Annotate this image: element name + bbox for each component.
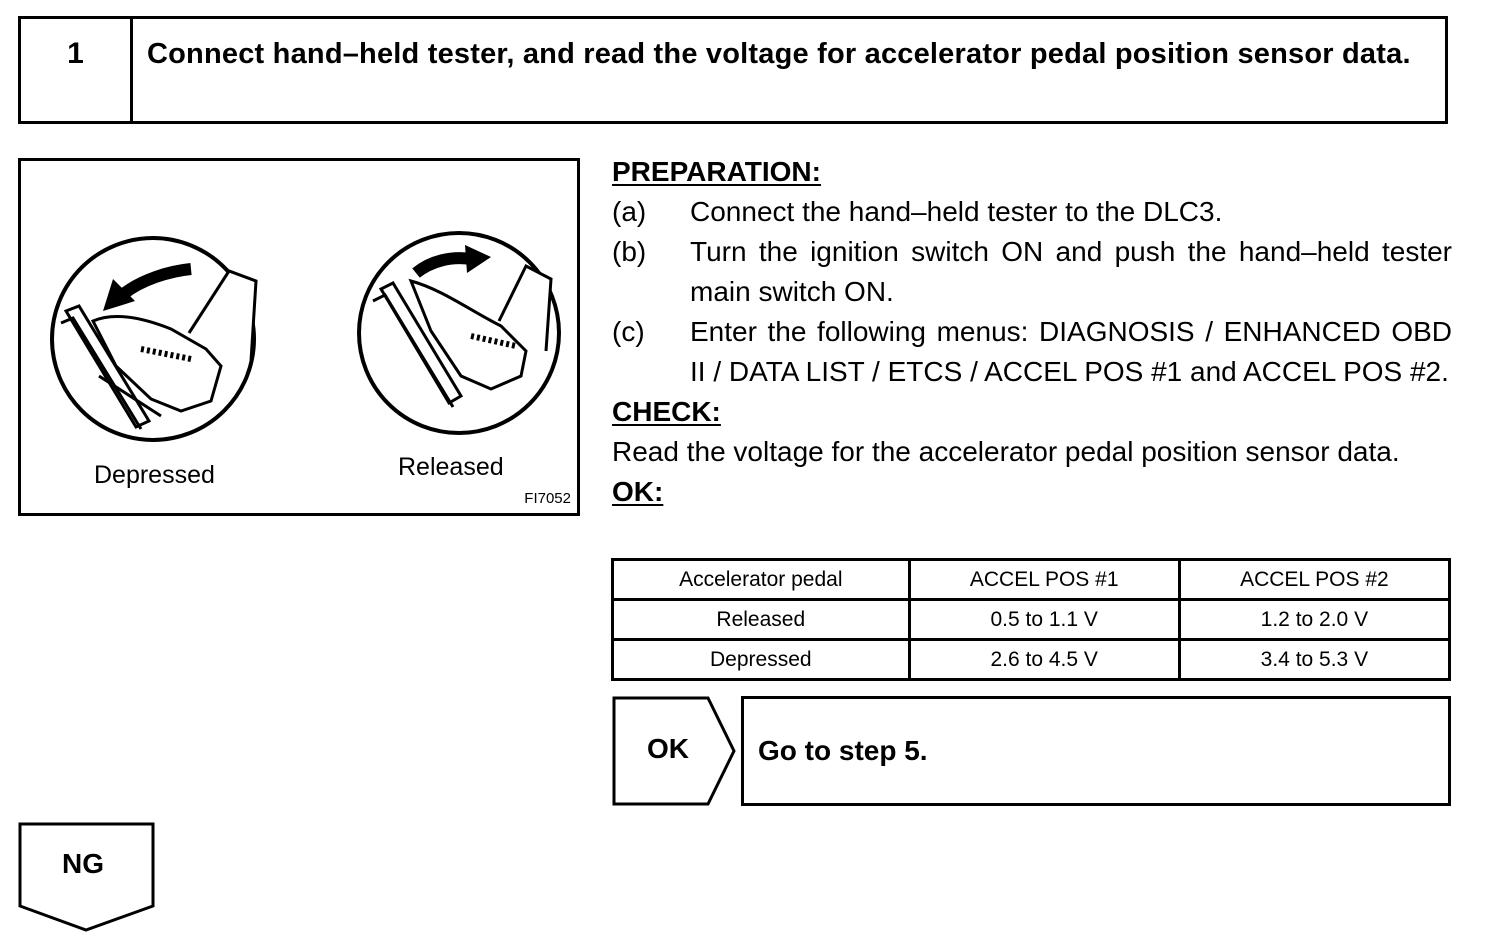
- ok-heading: OK:: [612, 476, 664, 507]
- check-text: Read the voltage for the accelerator pedal position sensor data.: [612, 436, 1400, 467]
- depressed-pedal-figure: [52, 238, 256, 440]
- preparation-item: [612, 192, 1452, 232]
- table-header: ACCEL POS #1: [909, 560, 1179, 600]
- step-header: [18, 16, 1448, 124]
- figure-code: FI7052: [524, 490, 571, 507]
- voltage-spec-table: [611, 558, 1451, 681]
- preparation-item: [612, 312, 1452, 392]
- released-pedal-figure: [359, 233, 559, 433]
- caption-released: Released: [398, 453, 504, 481]
- item-label: (c): [612, 316, 645, 347]
- table-row: [613, 640, 1450, 680]
- item-text: Turn the ignition switch ON and push the hand–held tester main switch ON.: [690, 236, 1452, 307]
- caption-depressed: Depressed: [94, 461, 215, 489]
- table-row: [613, 600, 1450, 640]
- step-title: Connect hand–held tester, and read the voltage for accelerator pedal position sensor data.: [147, 38, 1411, 70]
- table-header: Accelerator pedal: [613, 560, 910, 600]
- step-number: 1: [21, 19, 133, 121]
- table-cell: 0.5 to 1.1 V: [909, 600, 1179, 640]
- preparation-heading: PREPARATION:: [612, 156, 821, 187]
- ok-label: OK: [647, 733, 689, 764]
- preparation-item: [612, 232, 1452, 312]
- item-label: (b): [612, 236, 647, 267]
- table-cell: Depressed: [613, 640, 910, 680]
- table-cell: 3.4 to 5.3 V: [1179, 640, 1449, 680]
- ng-label: NG: [62, 848, 104, 879]
- item-text: Connect the hand–held tester to the DLC3.: [690, 196, 1223, 227]
- check-heading: CHECK:: [612, 396, 721, 427]
- table-cell: Released: [613, 600, 910, 640]
- table-cell: 1.2 to 2.0 V: [1179, 600, 1449, 640]
- procedure-column: [612, 152, 1452, 512]
- table-header: ACCEL POS #2: [1179, 560, 1449, 600]
- table-header-row: [613, 560, 1450, 600]
- ok-action-box: [741, 696, 1451, 806]
- ok-action-text: Go to step 5.: [758, 735, 928, 766]
- item-text: Enter the following menus: DIAGNOSIS / ENHANCED OBD II / DATA LIST / ETCS / ACCEL POS #1 and ACCEL POS #2.: [690, 316, 1452, 387]
- item-label: (a): [612, 196, 647, 227]
- table-cell: 2.6 to 4.5 V: [909, 640, 1179, 680]
- pedal-illustration: [18, 158, 580, 516]
